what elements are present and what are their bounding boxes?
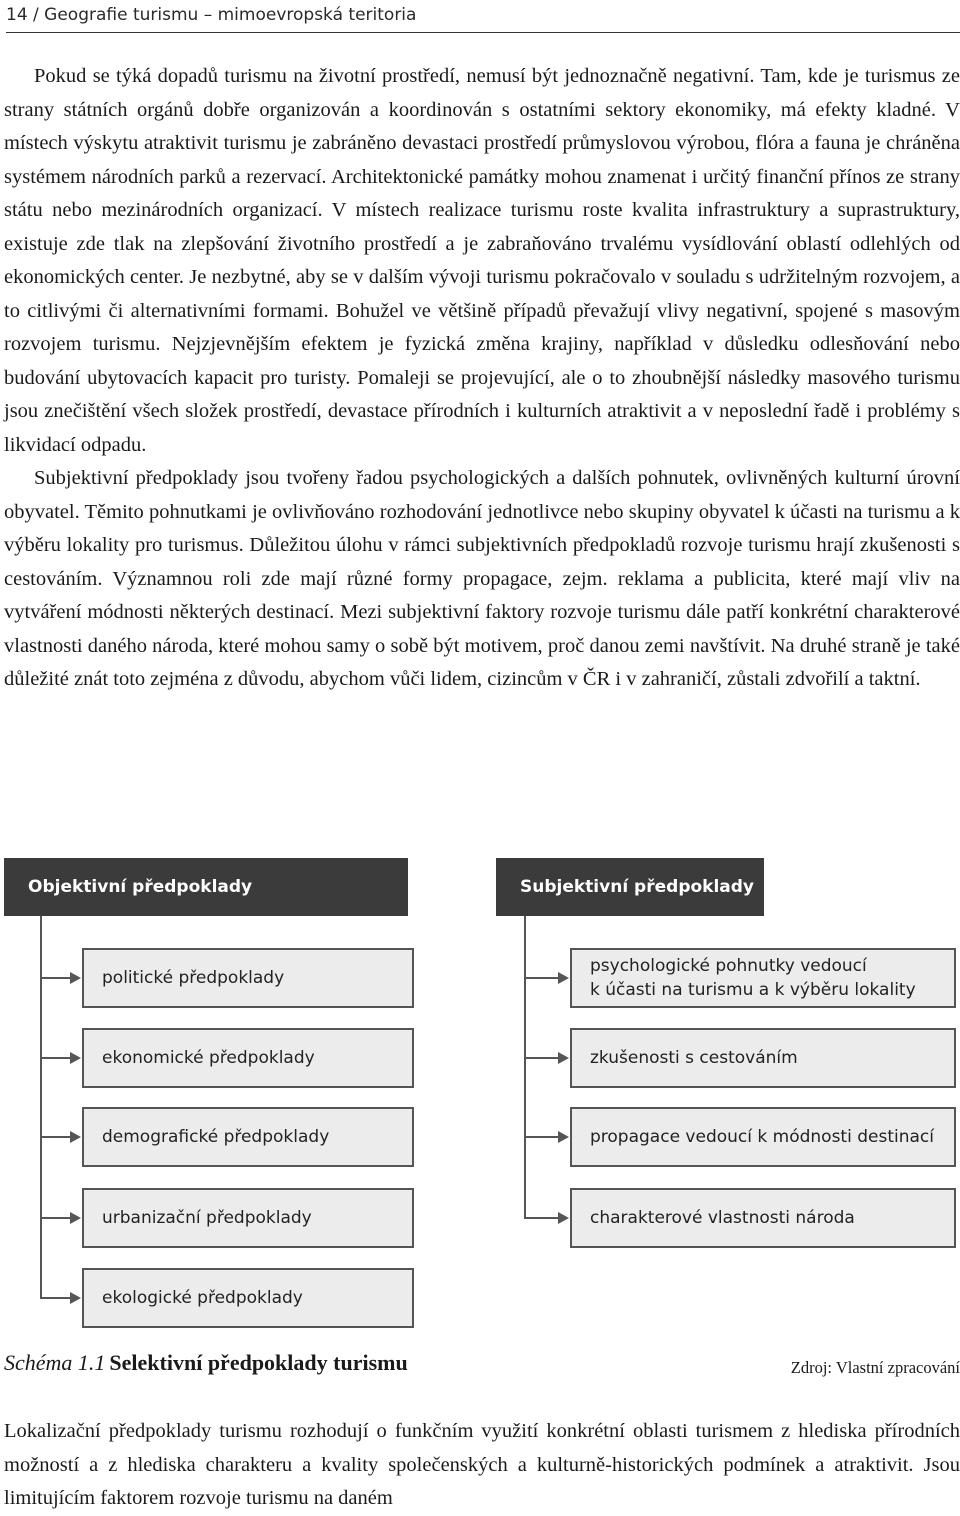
- objective-item-urbanization: urbanizační předpoklady: [82, 1188, 414, 1248]
- left-connector-vertical: [40, 916, 42, 1298]
- subjective-item-promotion: propagace vedoucí k módnosti destinací: [570, 1107, 956, 1167]
- subjective-item-experience: zkušenosti s cestováním: [570, 1028, 956, 1088]
- arrow-icon: [70, 1052, 81, 1064]
- caption-title: Selektivní předpoklady turismu: [109, 1350, 408, 1375]
- arrow-icon: [558, 1131, 569, 1143]
- objective-item-demographic: demografické předpoklady: [82, 1107, 414, 1167]
- paragraph-environment: Pokud se týká dopadů turismu na životní prostředí, nemusí být jednoznačně negativní. Tam, kde je turismus ze strany státních orgánů dobře organizován a koordinován s ostatními sektory ekonomiky, má efekty kladné. V místech výskytu atraktivit turismu je zabráněno devastaci prostředí průmyslovou výrobou, flóra a fauna je chráněna systémem národních parků a rezervací. Architektonické památky mohou znamenat i určitý finanční přínos ze strany státu nebo mezinárodních organizací. V místech realizace turismu roste kvalita infrastruktury a suprastruktury, existuje zde tlak na zlepšování životního prostředí a je zabraňováno trvalému vysídlování oblastí odlehlých od ekonomických center. Je nezbytné, aby se v dalším vývoji turismu pokračovalo v souladu s udržitelným rozvojem, a to citlivými či alternativními formami. Bohužel ve většině případů převažují vlivy negativní, spojené s masovým rozvojem turismu. Nejzjevnějším efektem je fyzická změna krajiny, například v důsledku odlesňování nebo budování ubytovacích kapacit pro turisty. Pomaleji se projevující, ale o to zhoubnější následky masového turismu jsou znečištění všech složek prostředí, devastace přírodních i kulturních atraktivit a v neposlední řadě i problémy s likvidací odpadu.: [4, 65, 960, 456]
- connector: [524, 1217, 558, 1219]
- connector: [524, 977, 558, 979]
- caption-source: Zdroj: Vlastní zpracování: [790, 1358, 960, 1377]
- objective-header: Objektivní předpoklady: [4, 858, 408, 916]
- subjective-item-national-character: charakterové vlastnosti národa: [570, 1188, 956, 1248]
- objective-item-ecological: ekologické předpoklady: [82, 1268, 414, 1328]
- paragraph-subjective: Subjektivní předpoklady jsou tvořeny řadou psychologických a dalších pohnutek, ovlivněných kulturní úrovní obyvatel. Těmito pohnutkami je ovlivňováno rozhodování jednotlivce nebo skupiny obyvatel k účasti na turismu a k výběru lokality pro turismus. Důležitou úlohu v rámci subjektivních předpokladů rozvoje turismu hrají zkušenosti s cestováním. Významnou roli zde mají různé formy propagace, zejm. reklama a publicita, které mají vliv na vytváření módnosti některých destinací. Mezi subjektivní faktory rozvoje turismu dále patří konkrétní charakterové vlastnosti daného národa, které mohou samy o sobě být motivem, proč danou zemi navštívit. Na druhé straně je také důležité znát toto zejména z důvodu, abychom vůči lidem, cizincům v ČR i v zahraničí, zůstali zdvořilí a taktní.: [4, 467, 960, 690]
- subjective-item-psychological: psychologické pohnutky vedoucí k účasti na turismu a k výběru lokality: [570, 948, 956, 1008]
- figure-caption: [4, 1350, 960, 1384]
- connector: [40, 1136, 70, 1138]
- connector: [40, 1057, 70, 1059]
- objective-item-political: politické předpoklady: [82, 948, 414, 1008]
- body-text: [4, 60, 960, 697]
- connector: [40, 1297, 70, 1299]
- connector: [40, 1217, 70, 1219]
- right-connector-vertical: [524, 916, 526, 1218]
- body-text-continued: [4, 1415, 960, 1516]
- subjective-header: Subjektivní předpoklady: [496, 858, 764, 916]
- arrow-icon: [70, 1131, 81, 1143]
- arrow-icon: [70, 972, 81, 984]
- objective-item-economic: ekonomické předpoklady: [82, 1028, 414, 1088]
- connector: [40, 977, 70, 979]
- arrow-icon: [70, 1292, 81, 1304]
- paragraph-localization: Lokalizační předpoklady turismu rozhodují o funkčním využití konkrétní oblasti turismem z hlediska přírodních možností a z hlediska charakteru a kvality společenských a kulturně-historických podmínek a atraktivit. Jsou limitujícím faktorem rozvoje turismu na daném: [4, 1420, 960, 1509]
- arrow-icon: [558, 1212, 569, 1224]
- arrow-icon: [70, 1212, 81, 1224]
- arrow-icon: [558, 1052, 569, 1064]
- connector: [524, 1057, 558, 1059]
- caption-label: Schéma 1.1: [4, 1350, 106, 1375]
- running-header: 14 / Geografie turismu – mimoevropská teritoria: [6, 2, 960, 33]
- connector: [524, 1136, 558, 1138]
- arrow-icon: [558, 972, 569, 984]
